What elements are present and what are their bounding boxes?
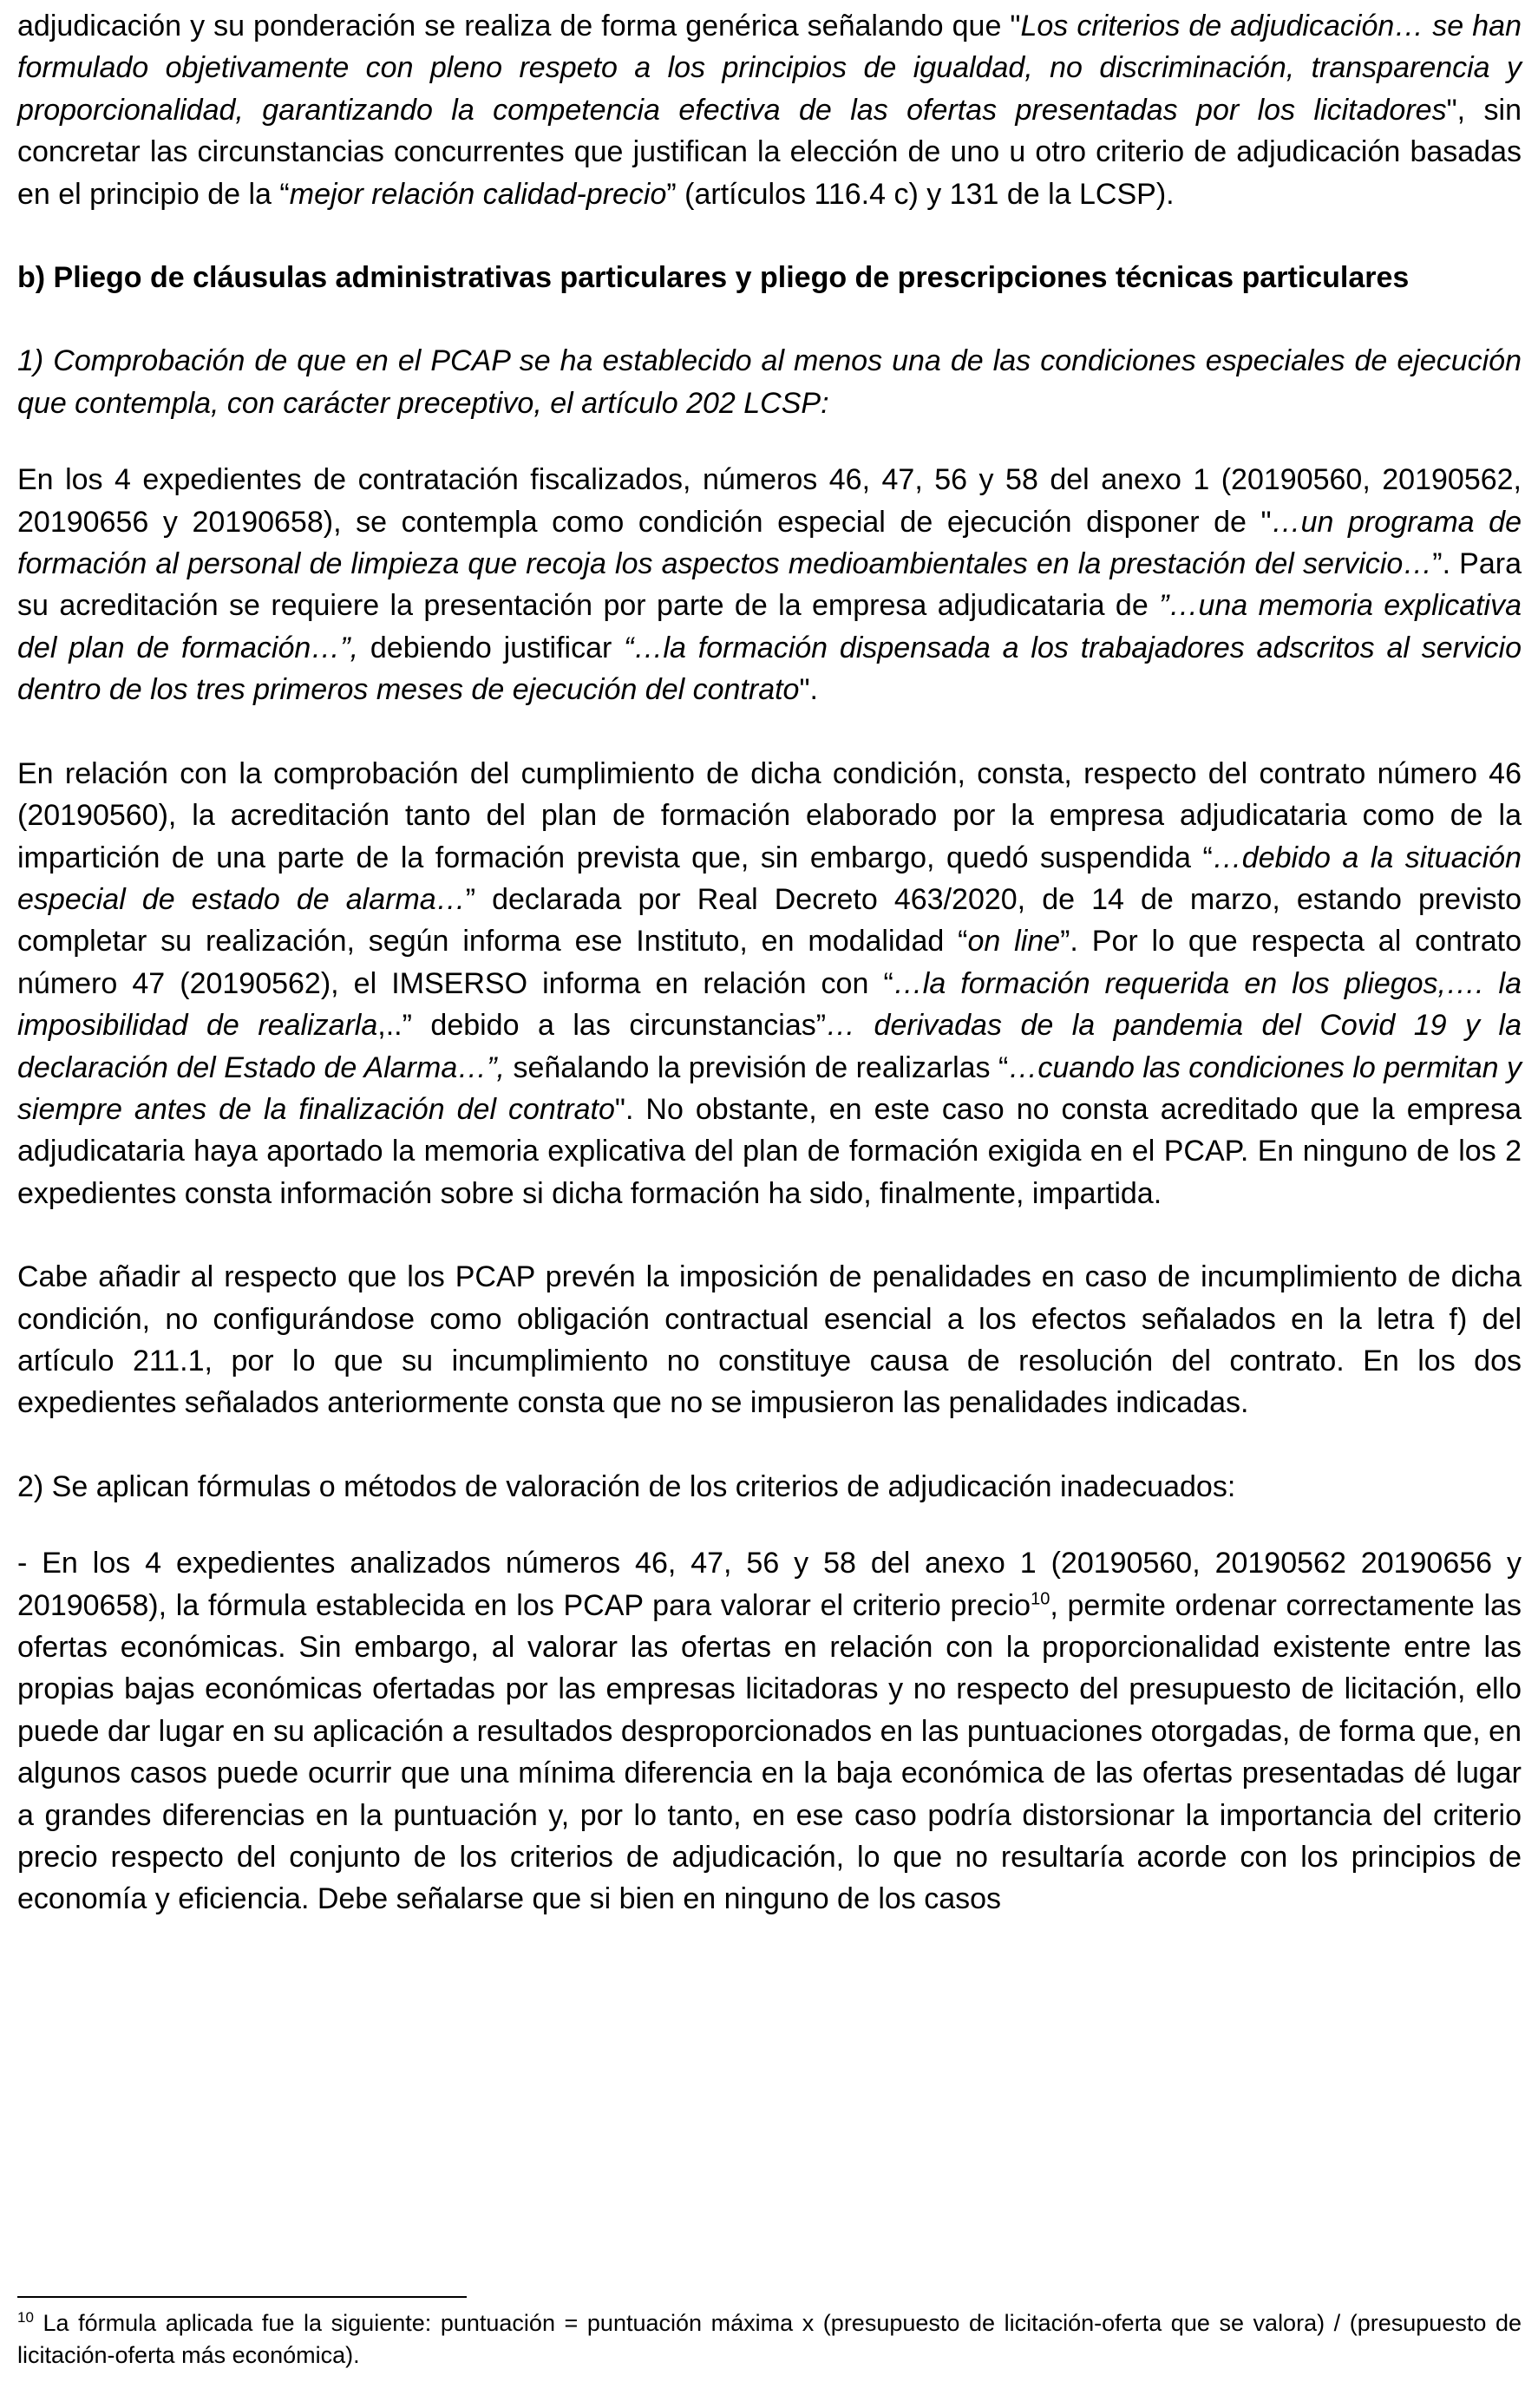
text-run: señalando la previsión de realizarlas “ <box>505 1050 1009 1084</box>
footnote-separator <box>17 2296 467 2298</box>
quoted-text: “…la formación dispensada a los trabajadores adscritos al servicio dentro de los tres primeros meses de ejecución del contrato <box>17 631 1522 707</box>
paragraph-formula-precio <box>17 1542 1522 1921</box>
paragraph-penalidades: Cabe añadir al respecto que los PCAP prevén la imposición de penalidades en caso de incumplimiento de dicha condición, no configurándose como obligación contractual esencial a los efectos señalados en la letra f) del artículo 211.1, por lo que su incumplimiento no constituye causa de resolución del contrato. En los dos expedientes señalados anteriormente consta que no se impusieron las penalidades indicadas. <box>17 1260 1522 1420</box>
text-run: debiendo justificar <box>358 631 625 664</box>
paragraph-criterios-adjudicacion <box>17 5 1522 215</box>
text-run: ” (artículos 116.4 c) y 131 de la LCSP). <box>666 177 1175 211</box>
footnote-10 <box>17 2307 1522 2371</box>
quoted-text: …debido a la situación especial de estado de alarma… <box>17 841 1522 916</box>
quoted-text: mejor relación calidad-precio <box>289 177 667 211</box>
text-run: ". <box>799 673 818 707</box>
text-run: En los 4 expedientes de contratación fiscalizados, números 46, 47, 56 y 58 del anexo 1 (20190560, 20190562, 20190656 y 20190658), se contempla como condición especial de ejecución disponer de " <box>17 463 1522 539</box>
footnote-number: 10 <box>17 2309 34 2326</box>
text-run: ”. Para su acreditación se requiere la presentación por parte de la empresa adjudicataria de <box>17 547 1522 623</box>
quoted-text: …la formación requerida en los pliegos,…. la imposibilidad de realizarla <box>17 966 1522 1043</box>
item-1-heading: 1) Comprobación de que en el PCAP se ha establecido al menos una de las condiciones especiales de ejecución que contempla, con carácter preceptivo, el artículo 202 LCSP: <box>17 344 1522 420</box>
text-run: ” declarada por Real Decreto 463/2020, de 14 de marzo, estando previsto completar su realización, según informa ese Instituto, en modalidad “ <box>17 882 1522 959</box>
text-run: adjudicación y su ponderación se realiza de forma genérica señalando que " <box>17 10 1021 43</box>
text-run: ", sin concretar las circunstancias concurrentes que justifican la elección de uno u otro criterio de adjudicación basadas en el principio de la “ <box>17 93 1522 211</box>
quoted-text: … derivadas de la pandemia del Covid 19 y la declaración del Estado de Alarma…”, <box>17 1009 1522 1084</box>
document-body <box>17 5 1522 1921</box>
text-run: , permite ordenar correctamente las ofertas económicas. Sin embargo, al valorar las ofertas en relación con la proporcionalidad existente entre las propias bajas económicas ofertadas por las empresas licitadoras y no respecto del presupuesto de licitación, ello puede dar lugar en su aplicación a resultados desproporcionados en las puntuaciones otorgadas, de forma que, en algunos casos puede ocurrir que una mínima diferencia en la baja económica de las ofertas presentadas dé lugar a grandes diferencias en la puntuación y, por lo tanto, en ese caso podría distorsionar la importancia del criterio precio respecto del conjunto de los criterios de adjudicación, lo que no resultaría acorde con los principios de economía y eficiencia. Debe señalarse que si bien en ninguno de los casos <box>17 1588 1522 1916</box>
text-run: ,..” debido a las circunstancias” <box>377 1009 827 1043</box>
section-b-heading: b) Pliego de cláusulas administrativas particulares y pliego de prescripciones técnicas particulares <box>17 261 1410 295</box>
footnote-text: La fórmula aplicada fue la siguiente: puntuación = puntuación máxima x (presupuesto de licitación-oferta que se valora) / (presupuesto de licitación-oferta más económica). <box>17 2310 1522 2368</box>
quoted-text: …cuando las condiciones lo permitan y siempre antes de la finalización del contrato <box>17 1050 1522 1126</box>
text-run: ”. Por lo que respecta al contrato número 47 (20190562), el IMSERSO informa en relación con “ <box>17 925 1522 1000</box>
text-run: - En los 4 expedientes analizados números 46, 47, 56 y 58 del anexo 1 (20190560, 20190562 20190656 y 20190658), la fórmula establecida en los PCAP para valorar el criterio precio <box>17 1547 1522 1622</box>
footnote-reference[interactable]: 10 <box>1031 1589 1050 1609</box>
quoted-text: ”…una memoria explicativa del plan de formación…”, <box>17 589 1522 664</box>
paragraph-cumplimiento <box>17 753 1522 1214</box>
quoted-text: …un programa de formación al personal de limpieza que recoja los aspectos medioambientales en la prestación del servicio… <box>17 505 1522 581</box>
quoted-text: on line <box>967 925 1061 959</box>
text-run: ". No obstante, en este caso no consta acreditado que la empresa adjudicataria haya aportado la memoria explicativa del plan de formación exigida en el PCAP. En ninguno de los 2 expedientes consta información sobre si dicha formación ha sido, finalmente, impartida. <box>17 1092 1522 1210</box>
quoted-text: Los criterios de adjudicación… se han formulado objetivamente con pleno respeto a los principios de igualdad, no discriminación, transparencia y proporcionalidad, garantizando la competencia efectiva de las ofertas presentadas por los licitadores <box>17 10 1522 127</box>
item-2-heading: 2) Se aplican fórmulas o métodos de valoración de los criterios de adjudicación inadecuados: <box>17 1469 1236 1503</box>
paragraph-condicion-especial <box>17 459 1522 710</box>
text-run: En relación con la comprobación del cumplimiento de dicha condición, consta, respecto del contrato número 46 (20190560), la acreditación tanto del plan de formación elaborado por la empresa adjudicataria como de la impartición de una parte de la formación prevista que, sin embargo, quedó suspendida “ <box>17 756 1522 874</box>
